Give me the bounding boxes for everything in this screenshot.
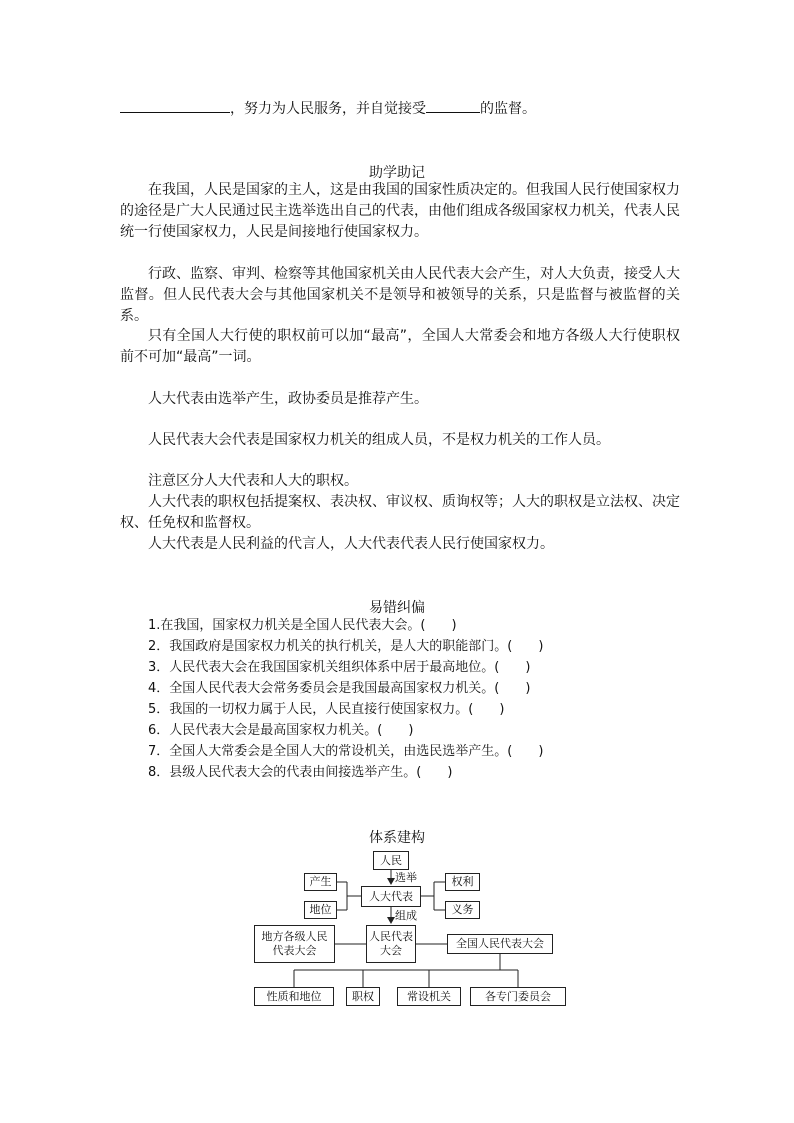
node-people: 人民: [373, 851, 409, 870]
fill-blank-tail: 的监督。: [480, 101, 536, 117]
list-item: 4．全国人民代表大会常务委员会是我国最高国家权力机关。( ): [148, 681, 531, 696]
node-duties: 义务: [445, 901, 480, 919]
list-item: 6．人民代表大会是最高国家权力机关。( ): [148, 723, 414, 738]
node-powers: 职权: [346, 987, 380, 1006]
list-item: 2．我国政府是国家权力机关的执行机关，是人大的职能部门。( ): [148, 639, 544, 654]
section-title-diagram: 体系建构: [369, 830, 425, 846]
section-title-aid: 助学助记: [369, 165, 425, 181]
fill-blank-text: ，努力为人民服务，并自觉接受: [230, 101, 426, 117]
list-item: 5．我国的一切权力属于人民，人民直接行使国家权力。( ): [148, 702, 505, 717]
aid-paragraph-5: 人民代表大会代表是国家权力机关的组成人员，不是权力机关的工作人员。: [148, 432, 610, 448]
list-item: 8．县级人民代表大会的代表由间接选举产生。( ): [148, 765, 453, 780]
aid-paragraph-4: 人大代表由选举产生，政协委员是推荐产生。: [148, 391, 428, 407]
node-standing: 常设机关: [397, 987, 461, 1006]
list-item: 7．全国人大常委会是全国人大的常设机关，由选民选举产生。( ): [148, 744, 544, 759]
list-item: 1.在我国，国家权力机关是全国人民代表大会。( ): [148, 618, 457, 633]
node-national-npc: 全国人民代表大会: [447, 934, 553, 954]
node-position: 地位: [304, 901, 337, 919]
node-committees: 各专门委员会: [470, 987, 566, 1006]
node-nature: 性质和地位: [254, 987, 334, 1006]
node-deputy: 人大代表: [361, 886, 421, 907]
node-npc: 人民代表大会: [366, 925, 416, 963]
label-form: 组成: [395, 909, 417, 922]
node-rights: 权利: [445, 873, 480, 891]
aid-paragraph-1: 在我国，人民是国家的主人，这是由我国的国家性质决定的。但我国人民行使国家权力的途径是广大人民通过民主选举选出自己的代表，由他们组成各级国家权力机关，代表人民统一行使国家权力，人民是间接地行使国家权力。: [120, 182, 680, 240]
node-produce: 产生: [304, 873, 337, 891]
aid-paragraph-6b: 人大代表的职权包括提案权、表决权、审议权、质询权等；人大的职权是立法权、决定权、任免权和监督权。: [120, 494, 680, 531]
list-item: 3．人民代表大会在我国国家机关组织体系中居于最高地位。( ): [148, 660, 531, 675]
section-title-errors: 易错纠偏: [369, 600, 425, 616]
aid-paragraph-2: 行政、监察、审判、检察等其他国家机关由人民代表大会产生，对人大负责，接受人大监督。但人民代表大会与其他国家机关不是领导和被领导的关系，只是监督与被监督的关系。: [120, 266, 680, 324]
label-elect: 选举: [395, 871, 417, 884]
aid-paragraph-3: 只有全国人大行使的职权前可以加“最高”，全国人大常委会和地方各级人大行使职权前不可加“最高”一词。: [120, 328, 680, 365]
node-local-npc: 地方各级人民代表大会: [254, 925, 335, 963]
aid-paragraph-6c: 人大代表是人民利益的代言人，人大代表代表人民行使国家权力。: [148, 536, 554, 552]
aid-paragraph-6a: 注意区分人大代表和人大的职权。: [148, 473, 358, 489]
